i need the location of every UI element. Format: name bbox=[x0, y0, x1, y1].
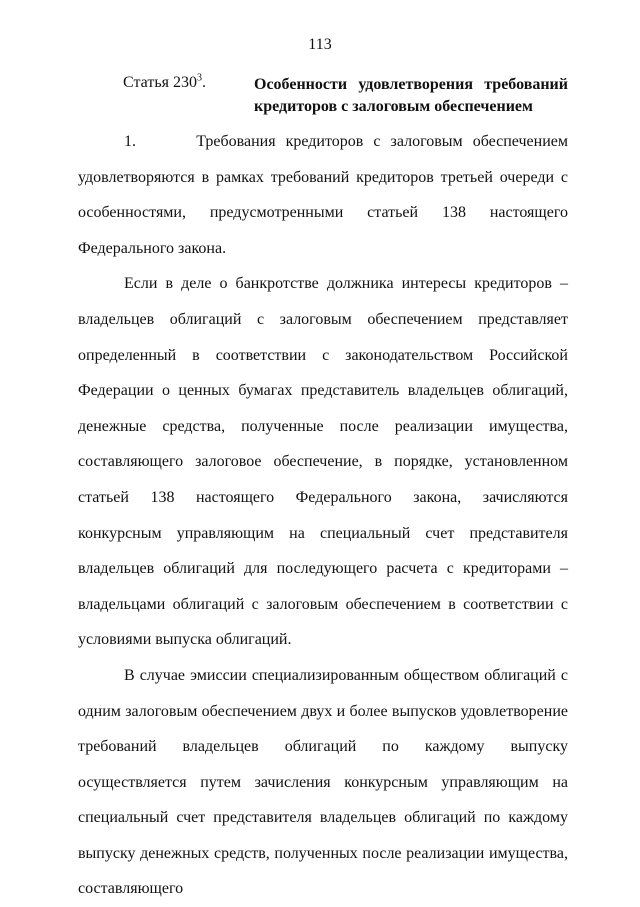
paragraph-2: Если в деле о банкротстве должника интересы кредиторов – владельцев облигаций с залоговым обеспечением представляет определенный в соответствии с законодательством Российской Федерации о ценных бумагах представитель владельцев облигаций, денежные средства, полученные после реализации имущества, составляющего залоговое обеспечение, в порядке, установленном статьей 138 настоящего Федерального закона, зачисляются конкурсным управляющим на специальный счет представителя владельцев облигаций для последующего расчета с кредиторами – владельцами облигаций с залоговым обеспечением в соответствии с условиями выпуска облигаций. bbox=[78, 275, 568, 649]
article-label bbox=[123, 74, 206, 92]
paragraph-1: 1. Требования кредиторов с залоговым обеспечением удовлетворяются в рамках требований кредиторов третьей очереди с особенностями, предусмотренными статьей 138 настоящего Федерального закона. bbox=[78, 133, 568, 257]
article-label-suffix: . bbox=[201, 74, 206, 91]
article-heading bbox=[123, 74, 568, 118]
article-label-text: Статья 230 bbox=[123, 74, 197, 91]
page-number: 113 bbox=[308, 36, 332, 53]
article-title: Особенности удовлетворения требований кредиторов с залоговым обеспечением bbox=[254, 76, 568, 115]
paragraph-3: В случае эмиссии специализированным обществом облигаций с одним залоговым обеспечением двух и более выпусков удовлетворение требований владельцев облигаций по каждому выпуску осуществляется путем зачисления конкурсным управляющим на специальный счет представителя владельцев облигаций по каждому выпуску денежных средств, полученных после реализации имущества, составляющего bbox=[78, 666, 568, 898]
article-label-superscript: 3 bbox=[196, 72, 202, 84]
article-body bbox=[78, 124, 568, 907]
